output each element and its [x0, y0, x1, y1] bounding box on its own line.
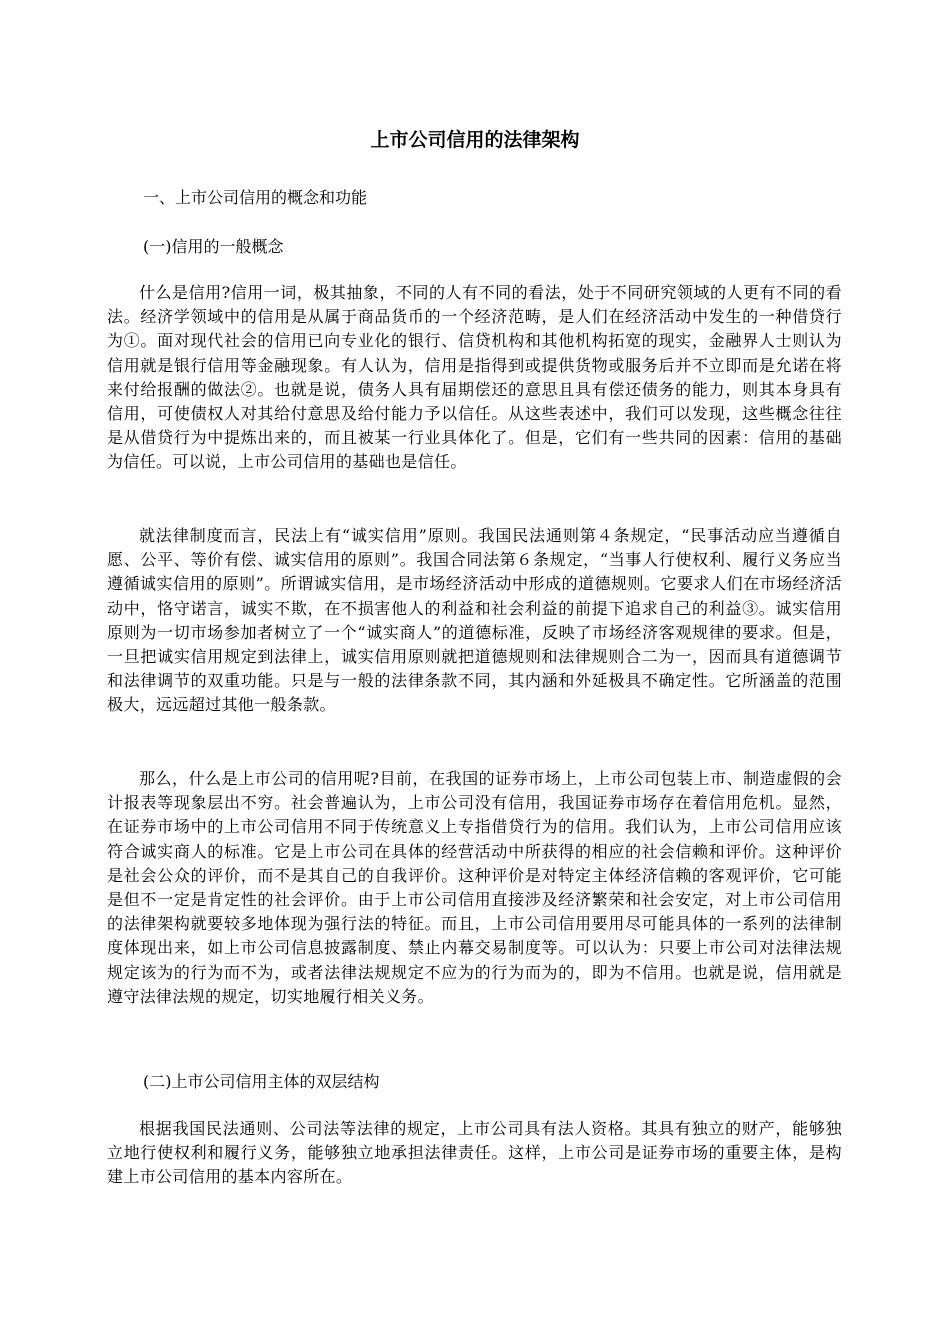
subsection-heading: (二)上市公司信用主体的双层结构	[143, 1072, 380, 1091]
document-title: 上市公司信用的法律架构	[370, 129, 580, 151]
body-paragraph: 根据我国民法通则、公司法等法律的规定，上市公司具有法人资格。其具有独立的财产，能够独立地行使权利和履行义务，能够独立地承担法律责任。这样，上市公司是证券市场的重要主体，是构建上市公司信用的基本内容所在。	[107, 1119, 842, 1187]
section-heading: 一、上市公司信用的概念和功能	[143, 188, 368, 207]
body-paragraph: 就法律制度而言，民法上有“诚实信用”原则。我国民法通则第４条规定，“民事活动应当遵循自愿、公平、等价有偿、诚实信用的原则”。我国合同法第６条规定，“当事人行使权利、履行义务应当遵循诚实信用的原则”。所谓诚实信用，是市场经济活动中形成的道德规则。它要求人们在市场经济活动中，恪守诺言，诚实不欺，在不损害他人的利益和社会利益的前提下追求自己的利益③。诚实信用原则为一切市场参加者树立了一个“诚实商人”的道德标准，反映了市场经济客观规律的要求。但是，一旦把诚实信用规定到法律上，诚实信用原则就把道德规则和法律规则合二为一，因而具有道德调节和法律调节的双重功能。只是与一般的法律条款不同，其内涵和外延极具不确定性。它所涵盖的范围极大，远远超过其他一般条款。	[107, 526, 842, 715]
body-paragraph: 什么是信用?信用一词，极其抽象，不同的人有不同的看法，处于不同研究领域的人更有不同的看法。经济学领域中的信用是从属于商品货币的一个经济范畴，是人们在经济活动中发生的一种借贷行为①。面对现代社会的信用已向专业化的银行、信贷机构和其他机构拓宽的现实，金融界人士则认为信用就是银行信用等金融现象。有人认为，信用是指得到或提供货物或服务后并不立即而是允诺在将来付给报酬的做法②。也就是说，债务人具有届期偿还的意思且具有偿还债务的能力，则其本身具有信用，可使债权人对其给付意思及给付能力予以信任。从这些表述中，我们可以发现，这些概念往往是从借贷行为中提炼出来的，而且被某一行业具体化了。但是，它们有一些共同的因素：信用的基础为信任。可以说，上市公司信用的基础也是信任。	[107, 283, 842, 472]
body-paragraph: 那么，什么是上市公司的信用呢?目前，在我国的证券市场上，上市公司包装上市、制造虚假的会计报表等现象层出不穷。社会普遍认为，上市公司没有信用，我国证券市场存在着信用危机。显然，在证券市场中的上市公司信用不同于传统意义上专指借贷行为的信用。我们认为，上市公司信用应该符合诚实商人的标准。它是上市公司在具体的经营活动中所获得的相应的社会信赖和评价。这种评价是社会公众的评价，而不是其自己的自我评价。这种评价是对特定主体经济信赖的客观评价，它可能是但不一定是肯定性的社会评价。由于上市公司信用直接涉及经济繁荣和社会安定，对上市公司信用的法律架构就要较多地体现为强行法的特征。而且，上市公司信用要用尽可能具体的一系列的法律制度体现出来，如上市公司信息披露制度、禁止内幕交易制度等。可以认为：只要上市公司对法律法规规定该为的行为而不为，或者法律法规规定不应为的行为而为的，即为不信用。也就是说，信用就是遵守法律法规的规定，切实地履行相关义务。	[107, 769, 842, 1006]
subsection-heading: (一)信用的一般概念	[143, 237, 284, 256]
